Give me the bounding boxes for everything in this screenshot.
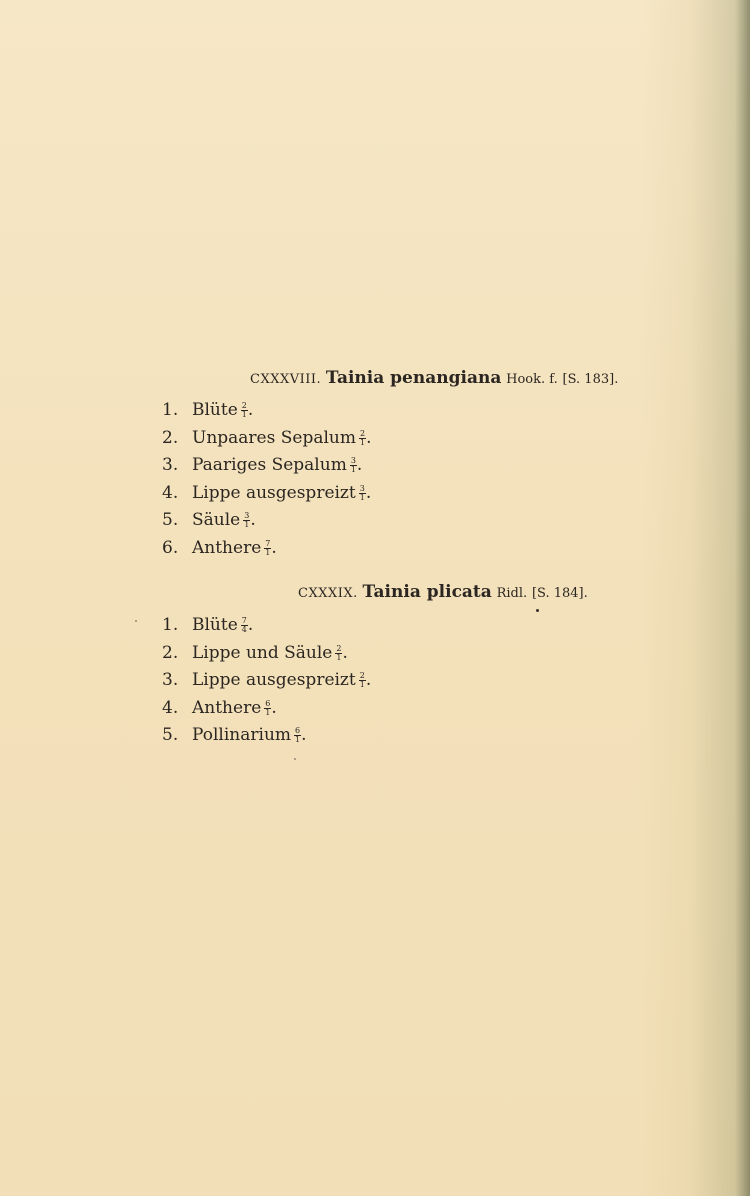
figure-list-cxxxviii: [162, 397, 371, 562]
figure-item: 1. Blüte $\frac{2}{1}$ .: [162, 397, 371, 425]
item-label: Blüte: [192, 400, 238, 420]
magnification: $\frac{2}{1}$: [359, 428, 366, 447]
item-number: 2.: [162, 427, 179, 448]
magnification: $\frac{2}{1}$: [336, 643, 342, 662]
plate-numeral: CXXXVIII.: [250, 372, 322, 387]
magnification: $\frac{6}{1}$: [295, 726, 301, 744]
figure-item: 2. Unpaares Sepalum $\frac{2}{1}$ .: [162, 425, 371, 453]
figure-list-cxxxix: [162, 612, 371, 750]
figure-item: 5. Pollinarium $\frac{6}{1}$ .: [162, 722, 371, 750]
magnification: $\frac{7}{4}$: [241, 616, 247, 634]
figure-item: 4. Anthere $\frac{6}{1}$ .: [162, 695, 371, 723]
item-label: Unpaares Sepalum: [192, 427, 356, 448]
magnification: $\frac{3}{1}$: [359, 483, 365, 502]
item-number: 4.: [162, 697, 179, 718]
ink-speck: [536, 609, 539, 612]
ink-speck: [135, 620, 137, 622]
item-label: Pollinarium: [192, 725, 292, 745]
item-number: 4.: [162, 482, 179, 503]
page-reference: [S. 183].: [562, 372, 619, 387]
plate-numeral: CXXXIX.: [298, 586, 358, 601]
ink-speck: [294, 758, 296, 760]
figure-item: 3. Paariges Sepalum $\frac{3}{1}$ .: [162, 452, 371, 480]
species-author: Ridl.: [496, 586, 528, 601]
magnification: $\frac{3}{1}$: [244, 511, 250, 529]
item-number: 3.: [162, 455, 179, 475]
species-author: Hook. f.: [506, 372, 558, 387]
magnification: $\frac{7}{1}$: [265, 538, 271, 557]
item-number: 6.: [162, 537, 179, 558]
page-reference: [S. 184].: [531, 586, 588, 601]
figure-item: 4. Lippe ausgespreizt $\frac{3}{1}$ .: [162, 480, 371, 508]
item-number: 5.: [162, 725, 179, 745]
plate-heading-cxxxix: [298, 582, 588, 604]
figure-item: 3. Lippe ausgespreizt $\frac{2}{1}$ .: [162, 667, 371, 695]
item-number: 5.: [162, 510, 179, 530]
magnification: $\frac{2}{1}$: [241, 401, 247, 419]
figure-item: 6. Anthere $\frac{7}{1}$ .: [162, 535, 371, 563]
item-label: Anthere: [192, 697, 262, 718]
item-label: Lippe ausgespreizt: [192, 482, 356, 503]
magnification: $\frac{2}{1}$: [359, 671, 365, 689]
magnification: $\frac{6}{1}$: [265, 698, 271, 717]
item-label: Lippe und Säule: [192, 642, 333, 663]
figure-item: 1. Blüte $\frac{7}{4}$ .: [162, 612, 371, 640]
item-label: Säule: [192, 510, 241, 530]
magnification: $\frac{3}{1}$: [350, 456, 356, 474]
species-name: Tainia penangiana: [325, 368, 502, 388]
item-number: 2.: [162, 642, 179, 663]
figure-item: 2. Lippe und Säule $\frac{2}{1}$ .: [162, 640, 371, 668]
item-number: 3.: [162, 670, 179, 690]
item-label: Lippe ausgespreizt: [192, 670, 356, 690]
figure-item: 5. Säule $\frac{3}{1}$ .: [162, 507, 371, 535]
item-label: Paariges Sepalum: [192, 455, 347, 475]
item-label: Anthere: [192, 537, 262, 558]
item-number: 1.: [162, 615, 179, 635]
plate-heading-cxxxviii: [250, 368, 618, 390]
species-name: Tainia plicata: [362, 582, 492, 602]
item-number: 1.: [162, 400, 179, 420]
item-label: Blüte: [192, 615, 238, 635]
